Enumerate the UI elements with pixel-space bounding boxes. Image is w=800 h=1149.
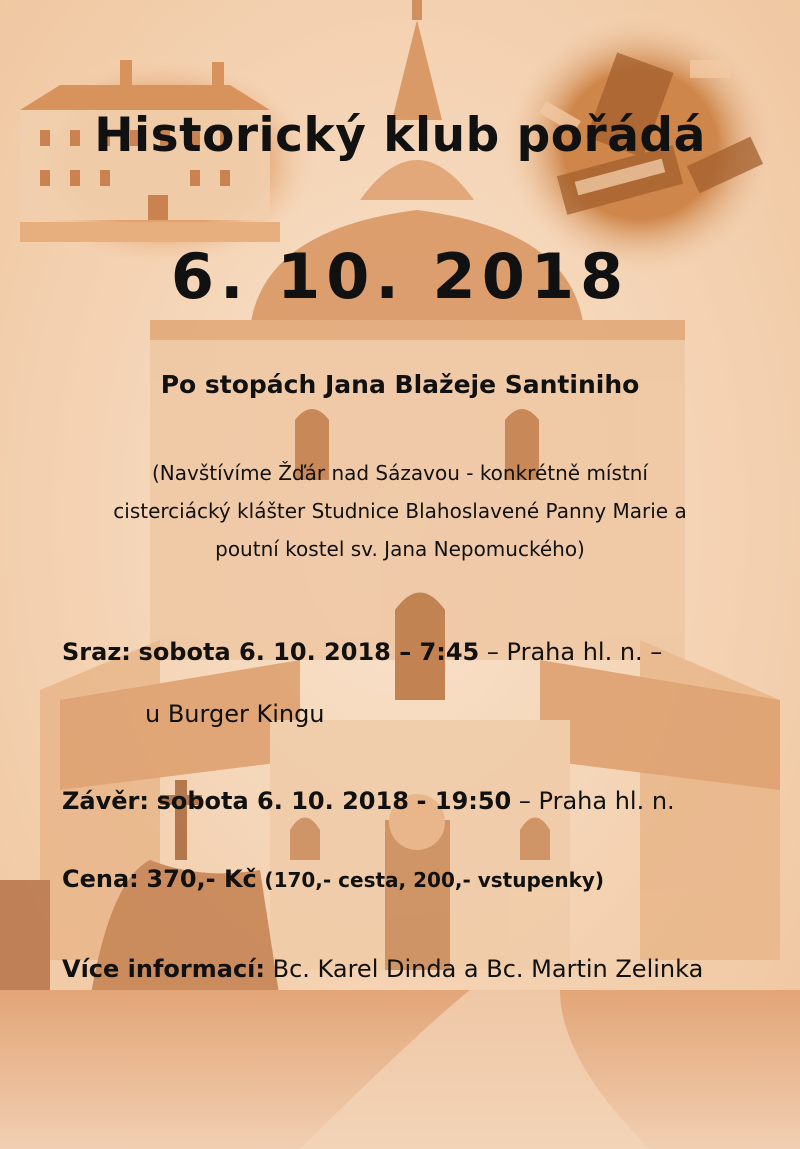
end-where: – Praha hl. n. — [518, 787, 675, 815]
event-description — [0, 454, 800, 568]
price-label: Cena: — [62, 865, 139, 893]
description-line: (Navštívíme Žďár nad Sázavou - konkrétně místní — [152, 461, 648, 485]
meeting-row — [62, 638, 662, 666]
price-breakdown: (170,- cesta, 200,- vstupenky) — [264, 868, 605, 892]
event-date: 6. 10. 2018 — [170, 240, 630, 313]
price-row — [62, 865, 604, 893]
price-value: 370,- Kč — [146, 865, 257, 893]
meeting-when: sobota 6. 10. 2018 – 7:45 — [138, 638, 480, 666]
info-row — [62, 955, 703, 983]
description-line: poutní kostel sv. Jana Nepomuckého) — [215, 537, 585, 561]
event-subtitle: Po stopách Jana Blažeje Santiniho — [160, 370, 640, 399]
meeting-where-detail: u Burger Kingu — [145, 700, 325, 728]
info-contacts: Bc. Karel Dinda a Bc. Martin Zelinka — [272, 955, 704, 983]
description-line: cisterciácký klášter Studnice Blahoslavené Panny Marie a — [113, 499, 687, 523]
end-row — [62, 787, 675, 815]
info-label: Více informací: — [62, 955, 265, 983]
end-when: sobota 6. 10. 2018 — [156, 787, 409, 815]
poster-title: Historický klub pořádá — [94, 108, 706, 163]
meeting-where: – Praha hl. n. – — [486, 638, 663, 666]
end-label: Závěr: — [62, 787, 149, 815]
end-time: - 19:50 — [416, 787, 512, 815]
meeting-label: Sraz: — [62, 638, 131, 666]
